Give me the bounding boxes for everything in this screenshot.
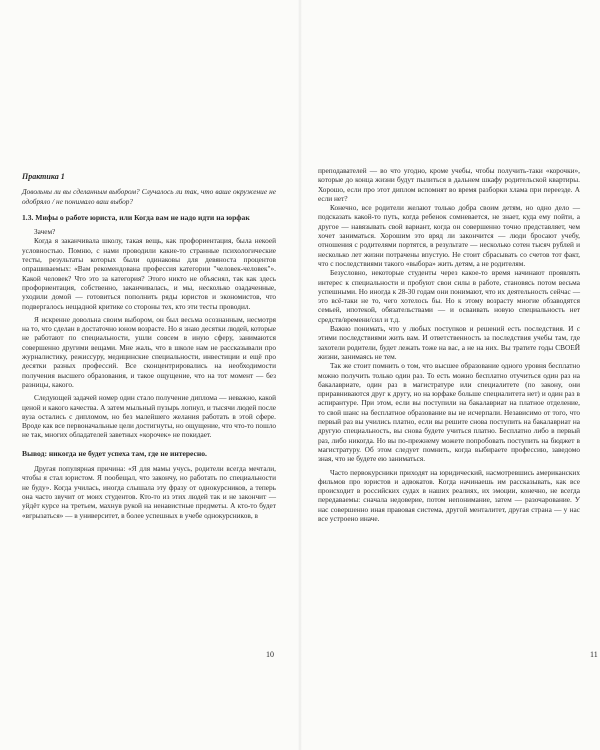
left-text-column bbox=[22, 172, 276, 520]
conclusion-heading: Вывод: никогда не будет успеха там, где не интересно. bbox=[22, 448, 207, 458]
paragraph: Я искренне довольна своим выбором, он был весьма осознанным, несмотря на то, что сделан в достаточно юном возрасте. Но я знаю десятки людей, которые не работают по специальности, ушли совсем в иную сферу, занимаются совершенно другими вещами. Мне жаль, что в школе нам не рассказывали про журналистику, режиссуру, медицинские специальности, инвестиции и ещё про десятки разных профессий. Все сконцентрировались на необходимости получения высшего образования, и такое ощущение, что на тот момент — без разницы, какого. bbox=[22, 314, 276, 389]
right-page bbox=[300, 0, 600, 750]
paragraph: Так же стоит помнить о том, что высшее образование одного уровня бесплатно можно получить только один раз. То есть можно бесплатно отучиться один раз на бакалавриате, один раз в магистратуре или специалитете (по закону, они приравниваются друг к другу, но на юрфаке больше специалитета нет) и один раз в аспирантуре. При этом, если вы поступили на бакалавриат на платное отделение, то свой шанс на бесплатное образование вы не исчерпали. Независимо от того, что первый раз вы учились платно, если вы решите снова поступить на бакалавриат на другую специальность, вы снова будете учиться платно. Бесплатно либо в первый раз, либо никогда. Но вы по-прежнему можете попробовать поступить на бюджет в магистратуру. Об этом следует помнить, когда выбираете профессию, заведомо зная, что не будете ею заниматься. bbox=[318, 361, 580, 464]
right-text-column bbox=[318, 166, 580, 523]
paragraph: Часто первокурсники приходят на юридический, насмотревшись американских фильмов про юристов и адвокатов. Когда начинаешь им рассказывать, как все происходит в российских судах в наших реалиях, их эмоции, конечно, не всегда передаваемы: сначала недоверие, потом непонимание, затем — разочарование. У нас совершенно иная правовая система, другой менталитет, другая страна — у нас все устроено иначе. bbox=[318, 467, 580, 523]
practicum-title: Практика 1 bbox=[22, 172, 65, 181]
section-heading: 1.3. Мифы о работе юриста, или Когда вам не надо идти на юрфак bbox=[22, 212, 250, 222]
paragraph: Следующей задачей номер один стало получение диплома — неважно, какой ценой и какого качества. А затем мыльный пузырь лопнул, и тысячи людей после вуза остались с дипломом, но без малейшего желания работать в этой сфере. Вроде как все первоначальные цели достигнуты, но ощущение, что что-то пошло не так, многих обладателей заветных «корочек» не покидает. bbox=[22, 393, 276, 440]
paragraph: Важно понимать, что у любых поступков и решений есть последствия. И с этими последствиями жить вам. И ответственность за последствия учебы там, где захотели родители, будет лежать тоже на вас, а не на них. Вы тратите годы СВОЕЙ жизни, занимаясь не тем. bbox=[318, 324, 580, 361]
paragraph: Безусловно, некоторые студенты через какое-то время начинают проявлять интерес к специальности и пробуют свои силы в работе, становясь потом весьма успешными. Но иногда к 28-30 годам они понимают, что их деятельность сейчас — это всё-таки не то, чего хотелось бы. Но к этому возрасту многие обзаводятся семьей, ипотекой, обязательствами — и осваивать новую специальность нет средств/времени/сил и т.д. bbox=[318, 268, 580, 324]
paragraph: Зачем? bbox=[34, 227, 56, 237]
paragraph: Когда я заканчивала школу, такая вещь, как профориентация, была некоей условностью. Помню, с нами проводили какие-то странные психологические тесты, результаты которых были одинаковы для девяноста процентов опрашиваемых: «Вам рекомендована профессия категории "человек-человек"». Какой человек? Что это за категория? Этого никто не объяснял, так как здесь профориентация, собственно, заканчивалась, и мы, несколько озадаченные, уходили домой — готовиться пополнить ряды юристов и экономистов, что подвергалось нещадной критике со стороны тех, кто эти тесты проводил. bbox=[22, 236, 276, 311]
paragraph: Другая популярная причина: «Я для мамы учусь, родители всегда мечтали, чтобы я стал юристом. Я пообещал, что закончу, но работать по специальности не буду». Когда училась, иногда слышала эту фразу от однокурсников, а теперь она часто звучит от моих студентов. Кто-то из этих людей так и не закончит — уйдёт курсе на третьем, махнув рукой на ненавистные предметы. А кто-то будет «вгрызаться» — в университет, в более успешных в учебе однокурсников, в bbox=[22, 464, 276, 520]
paragraph: преподавателей — во что угодно, кроме учебы, чтобы получить-таки «корочки», которые до конца жизни будут пылиться в дальнем шкафу родительской квартиры. Хорошо, если про этот диплом вспомнят во время разборки хлама при переезде. А если нет? bbox=[318, 166, 580, 203]
page-number-right: 11 bbox=[590, 650, 598, 659]
page-number-left: 10 bbox=[266, 650, 274, 659]
paragraph: Конечно, все родители желают только добра своим детям, но одно дело — подсказать какой-то путь, когда ребенок сомневается, не знает, куда ему пойти, а другое — навязывать свой вариант, когда он совершенно точно представляет, чем хочет заниматься. Хорошим это вряд ли закончится — люди бросают учебу, отношения с родителями портятся, в результате — несколько сотен тысяч рублей и несколько лет жизни потрачены впустую. Не стоит сбрасывать со счетов тот факт, что с последствиями такого «выбора» жить детям, а не родителям. bbox=[318, 203, 580, 268]
practicum-question: Довольны ли вы сделанным выбором? Случалось ли так, что ваше окружение не одобряло / не понимало ваш выбор? bbox=[22, 187, 276, 206]
